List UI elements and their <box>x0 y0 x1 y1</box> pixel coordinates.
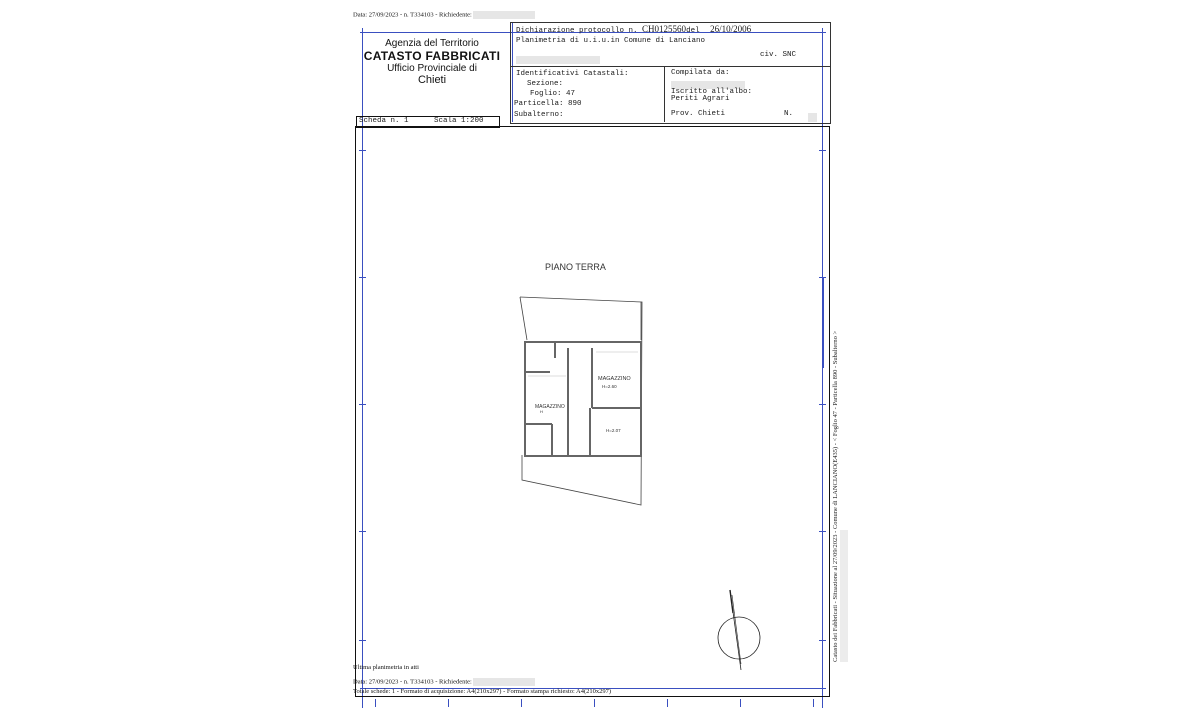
redacted-address <box>516 51 600 69</box>
floor-plan <box>510 290 655 515</box>
redacted-requester <box>473 11 535 19</box>
header-column-divider <box>664 66 665 122</box>
declaration-date: 26/10/2006 <box>710 24 752 34</box>
iscritto-value: Periti Agrari <box>671 95 730 103</box>
province-row: Prov. Chieti <box>671 110 726 118</box>
top-request-text: Data: 27/09/2023 - n. T334103 - Richiedente: <box>353 11 472 19</box>
agency-block <box>362 38 502 86</box>
side-redacted-block <box>840 530 848 662</box>
room1-height: H=2.60 <box>602 384 617 389</box>
north-arrow-icon <box>710 585 770 675</box>
footer-redacted-requester <box>473 678 535 686</box>
footer-totale-line: Totale schede: 1 - Formato di acquisizione: A4(210x297) - Formato stampa richiesto: A4(210x297) <box>353 688 612 695</box>
room3-height: H=2.07 <box>606 428 621 433</box>
compilata-label: Compilata da: <box>671 69 730 77</box>
scala-label: Scala 1:200 <box>434 117 484 125</box>
sezione-label: Sezione: <box>527 80 564 88</box>
ufficio-label: Ufficio Provinciale di <box>387 63 477 74</box>
room2-label: MAGAZZINO <box>535 404 565 410</box>
province-value: Chieti <box>698 110 726 118</box>
civic-number: civ. SNC <box>760 51 797 59</box>
redacted-n <box>808 108 817 126</box>
side-vertical-text: Catasto dei Fabbricati - Situazione al 27/09/2023 - Comune di LANCIANO(E435) - < Foglio 47 - Particella 890 - Subalterno > <box>832 330 839 662</box>
agency-name: Agenzia del Territorio <box>385 38 479 49</box>
top-request-line <box>353 11 535 19</box>
declaration-number: CH0125560 <box>642 24 687 34</box>
n-label: N. <box>784 110 794 118</box>
particella-value: 890 <box>568 100 582 108</box>
floor-label: PIANO TERRA <box>545 262 606 272</box>
particella-row: Particella: 890 <box>514 100 582 108</box>
declaration-line: Dichiarazione protocollo n. CH0125560del 26/10/2006 <box>516 24 752 35</box>
ufficio-city: Chieti <box>417 74 447 86</box>
footer-request-line: Data: 27/09/2023 - n. T334103 - Richiedente: <box>353 678 535 686</box>
planimetry-line: Planimetria di u.i.u.in Comune di Lanciano <box>516 37 706 45</box>
room1-label: MAGAZZINO <box>598 376 631 382</box>
catasto-title: CATASTO FABBRICATI <box>363 49 501 63</box>
iscritto-label: Iscritto all'albo: <box>671 88 753 96</box>
scheda-label: Scheda n. 1 <box>359 117 409 125</box>
foglio-value: 47 <box>566 90 576 98</box>
subalterno-label: Subalterno: <box>514 111 564 119</box>
ultima-planimetria: Ultima planimetria in atti <box>353 664 419 671</box>
identificativi-title: Identificativi Catastali: <box>516 70 629 78</box>
foglio-row: Foglio: 47 <box>530 90 576 98</box>
room2-height: H <box>540 409 543 414</box>
